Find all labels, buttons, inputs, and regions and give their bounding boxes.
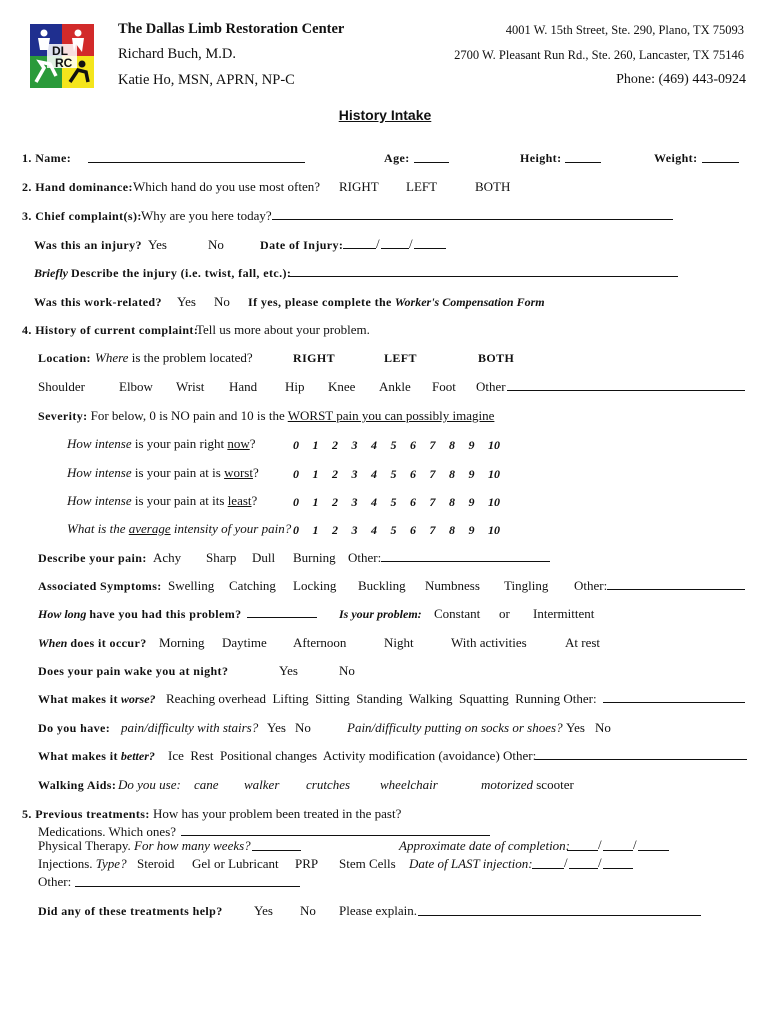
medications-field[interactable]: [181, 824, 490, 836]
weight-field[interactable]: [702, 151, 739, 163]
pain-question-worst: How intense is your pain at is worst?: [67, 465, 259, 480]
history-question: Tell us more about your problem.: [196, 322, 370, 337]
wake-night-no[interactable]: No: [339, 663, 355, 678]
treatments-helped-yes[interactable]: Yes: [254, 903, 273, 918]
name-field[interactable]: [88, 151, 305, 163]
hand-dominance-label: 2. Hand dominance:: [22, 180, 133, 194]
weight-label: Weight:: [654, 151, 698, 165]
address-lancaster: 2700 W. Pleasant Run Rd., Ste. 260, Lancaster, TX 75146: [454, 48, 744, 62]
injection-gel[interactable]: Gel or Lubricant: [192, 856, 279, 871]
location-left[interactable]: LEFT: [384, 351, 417, 365]
symptom-tingling[interactable]: Tingling: [504, 578, 549, 593]
name-label: 1. Name:: [22, 151, 72, 165]
better-label: What makes it better?: [38, 749, 155, 763]
pt-date-day[interactable]: [603, 839, 633, 851]
pain-scale-now[interactable]: 0 1 2 3 4 5 6 7 8 9 10: [293, 438, 500, 452]
explain-label: Please explain.: [339, 903, 417, 918]
injury-describe-label: Briefly Describe the injury (i.e. twist, fall, etc.):: [34, 266, 292, 280]
chief-complaint-label: 3. Chief complaint(s):: [22, 209, 142, 223]
physical-therapy-line: Physical Therapy. For how many weeks?: [38, 838, 251, 853]
problem-constant[interactable]: Constant: [434, 606, 481, 621]
injection-date-month[interactable]: [532, 857, 564, 869]
pain-question-now: How intense is your pain right now?: [67, 436, 256, 451]
last-injection-label: Date of LAST injection:: [409, 856, 533, 871]
chief-complaint-question: Why are you here today?: [141, 208, 272, 223]
body-part-hand[interactable]: Hand: [229, 379, 258, 394]
injury-date-year[interactable]: [414, 237, 446, 249]
problem-intermittent[interactable]: Intermittent: [533, 606, 595, 621]
injury-label: Was this an injury?: [34, 238, 142, 252]
injection-prp[interactable]: PRP: [295, 856, 319, 871]
aid-cane[interactable]: cane: [194, 777, 219, 792]
body-part-shoulder[interactable]: Shoulder: [38, 379, 85, 394]
injection-steroid[interactable]: Steroid: [137, 856, 175, 871]
treatments-helped-label: Did any of these treatments help?: [38, 904, 223, 918]
when-at-rest[interactable]: At rest: [565, 635, 601, 650]
pain-type-dull[interactable]: Dull: [252, 550, 276, 565]
pain-type-other[interactable]: Other:: [348, 550, 382, 565]
how-long-label: How long have you had this problem?: [38, 607, 242, 621]
socks-no[interactable]: No: [595, 720, 611, 735]
body-part-foot[interactable]: Foot: [432, 379, 456, 394]
age-label: Age:: [384, 151, 410, 165]
when-afternoon[interactable]: Afternoon: [293, 635, 347, 650]
stairs-question: pain/difficulty with stairs?: [121, 720, 259, 735]
pain-scale-average[interactable]: 0 1 2 3 4 5 6 7 8 9 10: [293, 523, 500, 537]
hand-dominance-question: Which hand do you use most often?: [133, 179, 321, 194]
injury-date-label: Date of Injury:: [260, 238, 344, 252]
better-options[interactable]: Ice Rest Positional changes Activity modification (avoidance) Other:: [168, 748, 537, 763]
worse-other-field[interactable]: [603, 691, 745, 703]
logo-text-rc: RC: [55, 56, 73, 70]
pain-type-burning[interactable]: Burning: [293, 550, 336, 565]
location-question: Where is the problem located?: [95, 350, 253, 365]
assoc-symptoms-label: Associated Symptoms:: [38, 579, 162, 593]
pain-type-sharp[interactable]: Sharp: [206, 550, 237, 565]
injury-date-day[interactable]: [381, 237, 409, 249]
treatments-helped-no[interactable]: No: [300, 903, 316, 918]
explain-field[interactable]: [418, 904, 701, 916]
injection-date-day[interactable]: [569, 857, 598, 869]
org-name: The Dallas Limb Restoration Center: [118, 21, 345, 37]
stairs-no[interactable]: No: [295, 720, 311, 735]
body-part-knee[interactable]: Knee: [328, 379, 356, 394]
injury-describe-field[interactable]: [288, 265, 678, 277]
injection-stem-cells[interactable]: Stem Cells: [339, 856, 396, 871]
work-comp-note: If yes, please complete the Worker's Compensation Form: [248, 295, 545, 309]
aid-wheelchair[interactable]: wheelchair: [380, 777, 438, 792]
height-label: Height:: [520, 151, 562, 165]
when-morning[interactable]: Morning: [159, 635, 205, 650]
logo-text-dl: DL: [52, 44, 68, 58]
socks-yes[interactable]: Yes: [566, 720, 585, 735]
work-related-label: Was this work-related?: [34, 295, 162, 309]
location-label: Location:: [38, 351, 91, 365]
wake-night-yes[interactable]: Yes: [279, 663, 298, 678]
problem-or: or: [499, 606, 510, 621]
better-other-field[interactable]: [535, 748, 747, 760]
injection-date-year[interactable]: [603, 857, 633, 869]
aid-motorized-scooter[interactable]: motorized scooter: [481, 777, 574, 792]
walking-aids-label: Walking Aids:: [38, 778, 117, 792]
previous-treatments-label: 5. Previous treatments:: [22, 807, 150, 821]
age-field[interactable]: [414, 151, 449, 163]
pt-completion-label: Approximate date of completion:: [399, 838, 571, 853]
injury-date-month[interactable]: [343, 237, 376, 249]
doctor-name: Richard Buch, M.D.: [118, 46, 236, 62]
pain-type-other-field[interactable]: [381, 550, 550, 562]
when-daytime[interactable]: Daytime: [222, 635, 267, 650]
body-part-other-field[interactable]: [507, 379, 745, 391]
injury-no[interactable]: No: [208, 237, 224, 252]
chief-complaint-field[interactable]: [272, 208, 673, 220]
do-you-have-label: Do you have:: [38, 721, 111, 735]
pt-weeks-field[interactable]: [252, 839, 301, 851]
wake-night-label: Does your pain wake you at night?: [38, 664, 229, 678]
symptom-numbness[interactable]: Numbness: [425, 578, 480, 593]
symptom-locking[interactable]: Locking: [293, 578, 337, 593]
work-related-yes[interactable]: Yes: [177, 294, 196, 309]
when-night[interactable]: Night: [384, 635, 414, 650]
how-long-field[interactable]: [247, 606, 317, 618]
when-occur-label: When does it occur?: [38, 636, 147, 650]
hand-option-both[interactable]: BOTH: [475, 179, 511, 194]
medications-label: Medications. Which ones?: [38, 824, 177, 839]
symptom-catching[interactable]: Catching: [229, 578, 276, 593]
pain-scale-worst[interactable]: 0 1 2 3 4 5 6 7 8 9 10: [293, 467, 500, 481]
describe-pain-label: Describe your pain:: [38, 551, 147, 565]
when-with-activities[interactable]: With activities: [451, 635, 527, 650]
worse-options[interactable]: Reaching overhead Lifting Sitting Standing Walking Squatting Running Other:: [166, 691, 597, 706]
other-treatment-label: Other:: [38, 874, 72, 889]
body-part-ankle[interactable]: Ankle: [379, 379, 411, 394]
pain-question-average: What is the average intensity of your pain?: [67, 521, 292, 536]
body-part-elbow[interactable]: Elbow: [119, 379, 153, 394]
walking-aids-question: Do you use:: [118, 777, 181, 792]
symptom-swelling[interactable]: Swelling: [168, 578, 215, 593]
injections-line: Injections. Type?: [38, 856, 127, 871]
hand-option-left[interactable]: LEFT: [406, 179, 438, 194]
aid-walker[interactable]: walker: [244, 777, 280, 792]
body-part-other[interactable]: Other: [476, 379, 506, 394]
pain-type-achy[interactable]: Achy: [153, 550, 182, 565]
injury-yes[interactable]: Yes: [148, 237, 167, 252]
previous-treatments-question: How has your problem been treated in the past?: [153, 806, 402, 821]
clinic-logo: [30, 24, 94, 88]
address-plano: 4001 W. 15th Street, Ste. 290, Plano, TX 75093: [505, 23, 744, 37]
symptom-other[interactable]: Other:: [574, 578, 608, 593]
worse-label: What makes it worse?: [38, 692, 156, 706]
page-title: History Intake: [338, 107, 432, 123]
is-problem-label: Is your problem:: [339, 607, 422, 621]
body-part-wrist[interactable]: Wrist: [176, 379, 205, 394]
pt-date-year[interactable]: [638, 839, 669, 851]
work-related-no[interactable]: No: [214, 294, 230, 309]
other-treatment-field[interactable]: [75, 875, 300, 887]
body-part-hip[interactable]: Hip: [285, 379, 305, 394]
location-both[interactable]: BOTH: [478, 351, 515, 365]
hand-option-right[interactable]: RIGHT: [339, 179, 379, 194]
aid-crutches[interactable]: crutches: [306, 777, 351, 792]
history-label: 4. History of current complaint:: [22, 323, 199, 337]
phone: Phone: (469) 443-0924: [616, 72, 746, 87]
np-name: Katie Ho, MSN, APRN, NP-C: [118, 72, 295, 88]
pain-scale-least[interactable]: 0 1 2 3 4 5 6 7 8 9 10: [293, 495, 500, 509]
symptom-other-field[interactable]: [607, 578, 745, 590]
height-field[interactable]: [565, 151, 601, 163]
pt-date-month[interactable]: [567, 839, 598, 851]
location-right[interactable]: RIGHT: [293, 351, 336, 365]
symptom-buckling[interactable]: Buckling: [358, 578, 406, 593]
pain-question-least: How intense is your pain at its least?: [67, 493, 258, 508]
stairs-yes[interactable]: Yes: [267, 720, 286, 735]
severity-line: Severity: For below, 0 is NO pain and 10 is the WORST pain you can possibly imagine: [38, 408, 495, 423]
socks-question: Pain/difficulty putting on socks or shoes?: [347, 720, 563, 735]
